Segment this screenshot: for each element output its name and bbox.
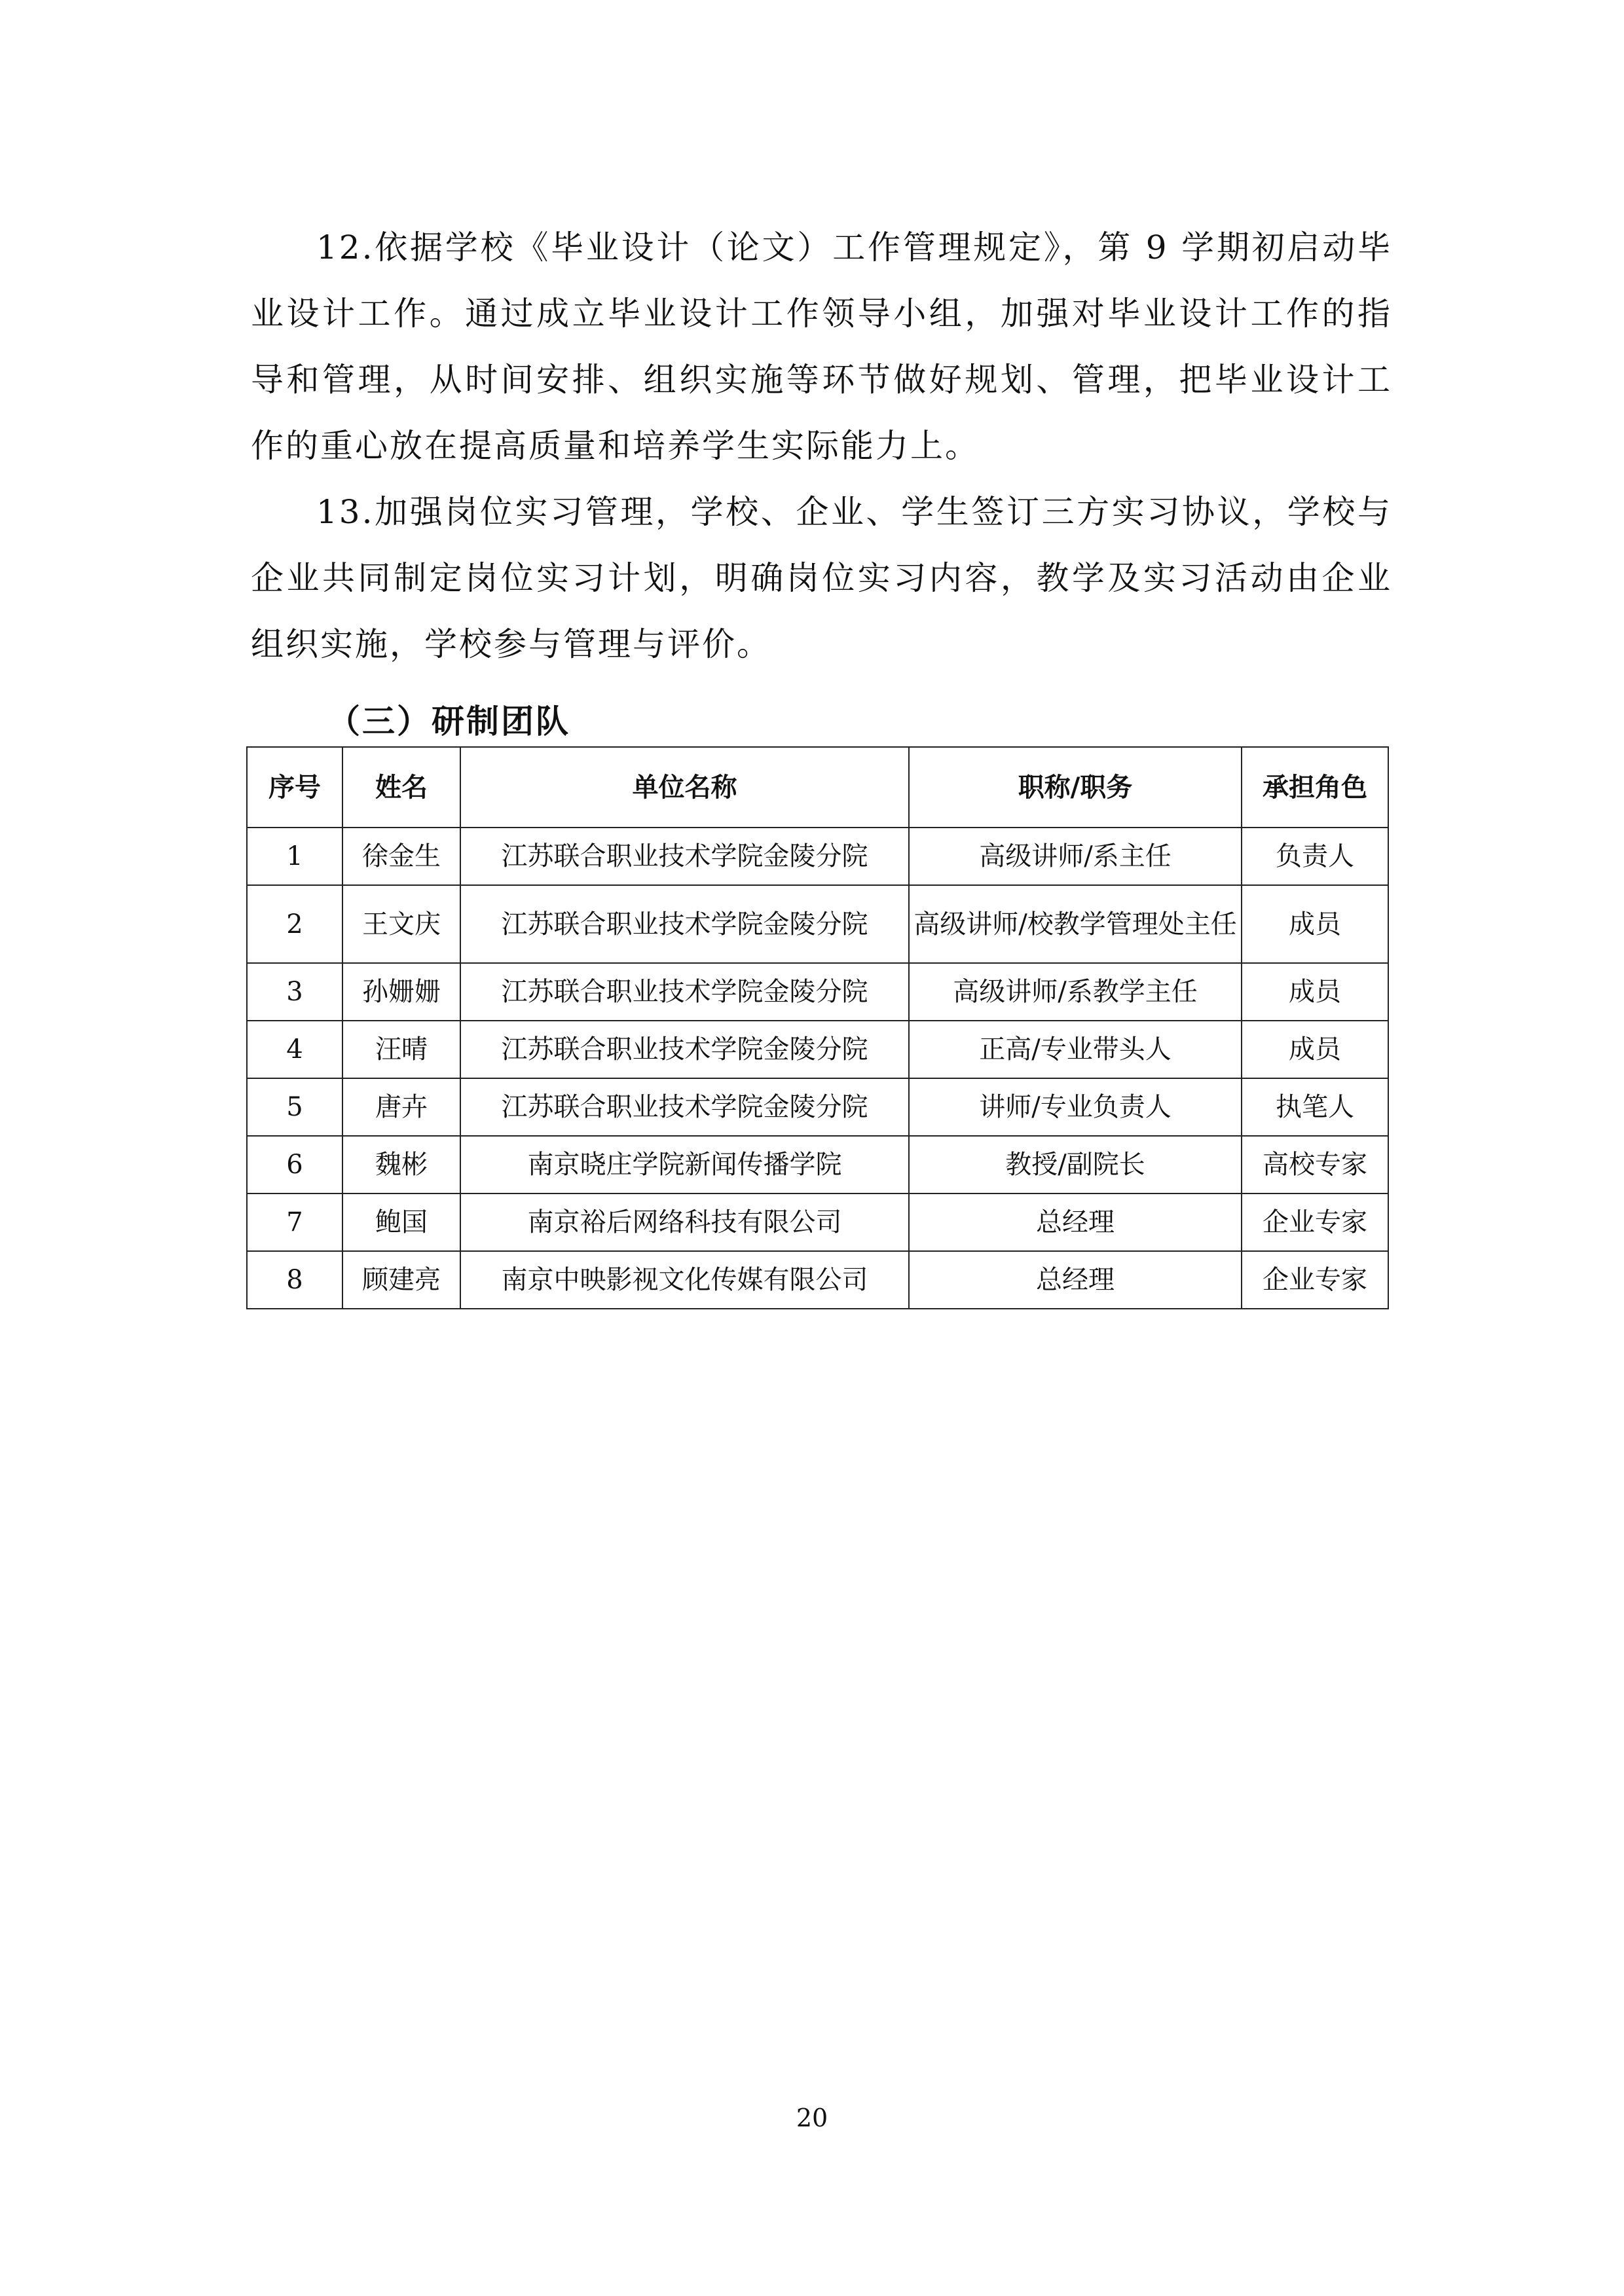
cell-name: 鲍国 bbox=[342, 1194, 460, 1251]
cell-index: 1 bbox=[247, 828, 342, 885]
cell-organization: 南京晓庄学院新闻传播学院 bbox=[460, 1136, 909, 1194]
cell-role: 负责人 bbox=[1242, 828, 1388, 885]
cell-name: 孙姗姗 bbox=[342, 963, 460, 1021]
table-row bbox=[247, 885, 1388, 963]
cell-name: 顾建亮 bbox=[342, 1251, 460, 1309]
cell-index: 2 bbox=[247, 885, 342, 963]
section-heading: （三）研制团队 bbox=[327, 702, 570, 740]
header-title: 职称/职务 bbox=[909, 747, 1242, 828]
cell-name: 王文庆 bbox=[342, 885, 460, 963]
cell-title: 总经理 bbox=[909, 1194, 1242, 1251]
table-row bbox=[247, 828, 1388, 885]
cell-organization: 江苏联合职业技术学院金陵分院 bbox=[460, 1021, 909, 1078]
cell-title: 总经理 bbox=[909, 1251, 1242, 1309]
table-row bbox=[247, 1136, 1388, 1194]
cell-title: 高级讲师/系教学主任 bbox=[909, 963, 1242, 1021]
cell-role: 成员 bbox=[1242, 1021, 1388, 1078]
cell-organization: 江苏联合职业技术学院金陵分院 bbox=[460, 885, 909, 963]
body-text bbox=[251, 215, 1392, 678]
cell-role: 企业专家 bbox=[1242, 1251, 1388, 1309]
cell-title: 教授/副院长 bbox=[909, 1136, 1242, 1194]
cell-name: 魏彬 bbox=[342, 1136, 460, 1194]
cell-role: 成员 bbox=[1242, 885, 1388, 963]
cell-role: 执笔人 bbox=[1242, 1078, 1388, 1136]
cell-index: 7 bbox=[247, 1194, 342, 1251]
cell-organization: 江苏联合职业技术学院金陵分院 bbox=[460, 828, 909, 885]
cell-organization: 江苏联合职业技术学院金陵分院 bbox=[460, 1078, 909, 1136]
header-name: 姓名 bbox=[342, 747, 460, 828]
cell-title: 讲师/专业负责人 bbox=[909, 1078, 1242, 1136]
header-organization: 单位名称 bbox=[460, 747, 909, 828]
cell-role: 高校专家 bbox=[1242, 1136, 1388, 1194]
cell-role: 企业专家 bbox=[1242, 1194, 1388, 1251]
cell-index: 4 bbox=[247, 1021, 342, 1078]
table-row bbox=[247, 1251, 1388, 1309]
cell-name: 汪晴 bbox=[342, 1021, 460, 1078]
cell-organization: 江苏联合职业技术学院金陵分院 bbox=[460, 963, 909, 1021]
cell-index: 6 bbox=[247, 1136, 342, 1194]
header-role: 承担角色 bbox=[1242, 747, 1388, 828]
page-number: 20 bbox=[796, 2104, 828, 2132]
table-row bbox=[247, 1021, 1388, 1078]
paragraph-12: 12.依据学校《毕业设计（论文）工作管理规定》，第 9 学期初启动毕业设计工作。通过成立毕业设计工作领导小组，加强对毕业设计工作的指导和管理，从时间安排、组织实施等环节做好规划、管理，把毕业设计工作的重心放在提高质量和培养学生实际能力上。 bbox=[251, 228, 1392, 465]
paragraph-13: 13.加强岗位实习管理，学校、企业、学生签订三方实习协议，学校与企业共同制定岗位实习计划，明确岗位实习内容，教学及实习活动由企业组织实施，学校参与管理与评价。 bbox=[251, 493, 1392, 663]
cell-organization: 南京裕后网络科技有限公司 bbox=[460, 1194, 909, 1251]
cell-organization: 南京中映影视文化传媒有限公司 bbox=[460, 1251, 909, 1309]
cell-title: 高级讲师/校教学管理处主任 bbox=[909, 885, 1242, 963]
cell-name: 唐卉 bbox=[342, 1078, 460, 1136]
table-row bbox=[247, 1194, 1388, 1251]
table-header-row bbox=[247, 747, 1388, 828]
cell-title: 正高/专业带头人 bbox=[909, 1021, 1242, 1078]
header-index: 序号 bbox=[247, 747, 342, 828]
cell-index: 3 bbox=[247, 963, 342, 1021]
cell-index: 5 bbox=[247, 1078, 342, 1136]
cell-index: 8 bbox=[247, 1251, 342, 1309]
table-row bbox=[247, 963, 1388, 1021]
table-row bbox=[247, 1078, 1388, 1136]
cell-name: 徐金生 bbox=[342, 828, 460, 885]
team-table bbox=[246, 746, 1389, 1309]
cell-role: 成员 bbox=[1242, 963, 1388, 1021]
cell-title: 高级讲师/系主任 bbox=[909, 828, 1242, 885]
